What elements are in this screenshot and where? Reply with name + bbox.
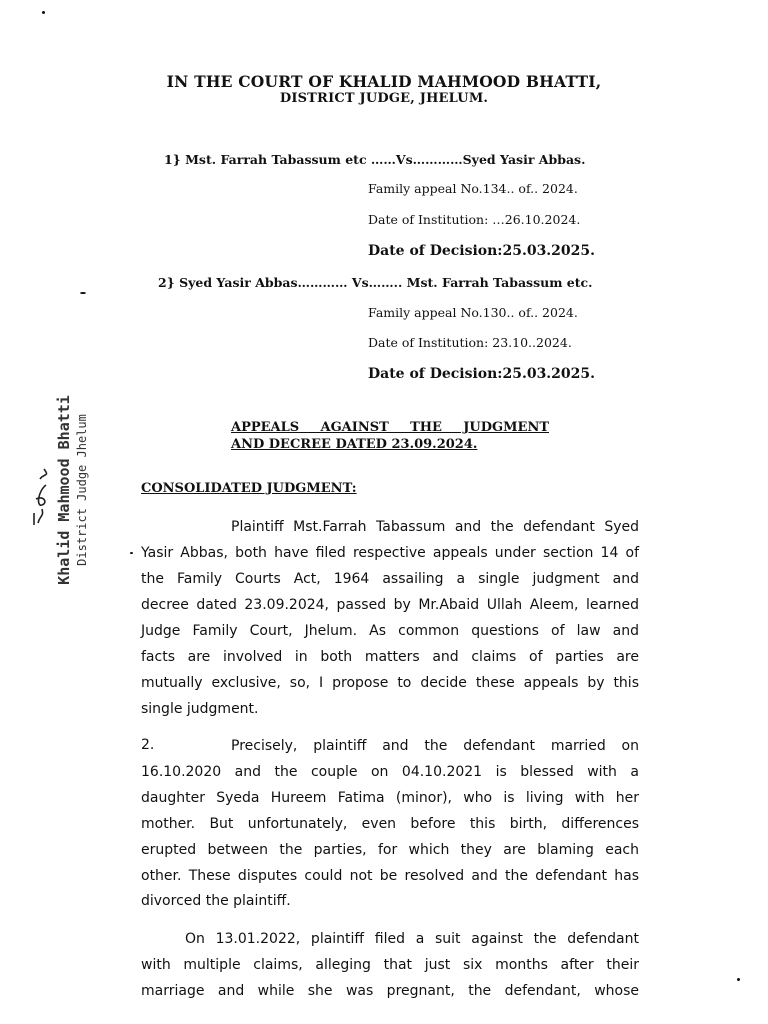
para1-line-4: decree dated 23.09.2024, passed by Mr.Abaid Ullah Aleem, learned <box>141 597 639 613</box>
para1-line-5: Judge Family Court, Jhelum. As common questions of law and <box>141 623 639 639</box>
case-1-title: 1} Mst. Farrah Tabassum etc ……Vs…………Syed Yasir Abbas. <box>164 152 586 167</box>
para3-line-2: with multiple claims, alleging that just six months after their <box>141 957 639 973</box>
para1-line-8: single judgment. <box>141 701 259 717</box>
scan-speck <box>130 552 133 554</box>
appeal-heading-line-1: APPEALS AGAINST THE JUDGMENT <box>231 420 549 435</box>
para1-line-1: Plaintiff Mst.Farrah Tabassum and the defendant Syed <box>231 519 639 535</box>
consolidated-judgment-heading: CONSOLIDATED JUDGMENT: <box>141 481 357 496</box>
case-2-institution-date: Date of Institution: 23.10..2024. <box>368 335 572 350</box>
case-2-decision-date: Date of Decision:25.03.2025. <box>368 366 596 382</box>
case-1-appeal-number: Family appeal No.134.. of.. 2024. <box>368 181 578 196</box>
para2-line-6: other. These disputes could not be resolved and the defendant has <box>141 868 639 884</box>
appeal-heading-line-2: AND DECREE DATED 23.09.2024. <box>231 437 478 452</box>
para1-line-6: facts are involved in both matters and claims of parties are <box>141 649 639 665</box>
judge-signature <box>30 455 56 535</box>
para3-line-3: marriage and while she was pregnant, the defendant, whose <box>141 983 639 999</box>
case-2-title: 2} Syed Yasir Abbas………… Vs…….. Mst. Farrah Tabassum etc. <box>158 275 593 290</box>
scan-speck <box>42 11 45 14</box>
stamp-designation: District Judge Jhelum <box>75 414 89 566</box>
para2-number: 2. <box>141 737 155 753</box>
para3-line-1: On 13.01.2022, plaintiff filed a suit against the defendant <box>185 931 639 947</box>
para1-line-2: Yasir Abbas, both have filed respective appeals under section 14 of <box>141 545 639 561</box>
para2-line-7: divorced the plaintiff. <box>141 893 291 909</box>
para2-line-3: daughter Syeda Hureem Fatima (minor), who is living with her <box>141 790 639 806</box>
case-1-decision-date: Date of Decision:25.03.2025. <box>368 243 596 259</box>
court-title: IN THE COURT OF KHALID MAHMOOD BHATTI, <box>166 72 602 91</box>
case-2-appeal-number: Family appeal No.130.. of.. 2024. <box>368 305 578 320</box>
scan-speck <box>737 978 740 981</box>
court-subtitle: DISTRICT JUDGE, JHELUM. <box>279 91 489 106</box>
para2-line-1: Precisely, plaintiff and the defendant married on <box>231 738 639 754</box>
para1-line-3: the Family Courts Act, 1964 assailing a single judgment and <box>141 571 639 587</box>
para2-line-2: 16.10.2020 and the couple on 04.10.2021 is blessed with a <box>141 764 639 780</box>
para2-line-4: mother. But unfortunately, even before this birth, differences <box>141 816 639 832</box>
scan-speck <box>80 292 86 294</box>
para1-line-7: mutually exclusive, so, I propose to decide these appeals by this <box>141 675 639 691</box>
para2-line-5: erupted between the parties, for which they are blaming each <box>141 842 639 858</box>
case-1-institution-date: Date of Institution: …26.10.2024. <box>368 212 581 227</box>
stamp-judge-name: Khalid Mahmood Bhatti <box>55 395 73 585</box>
